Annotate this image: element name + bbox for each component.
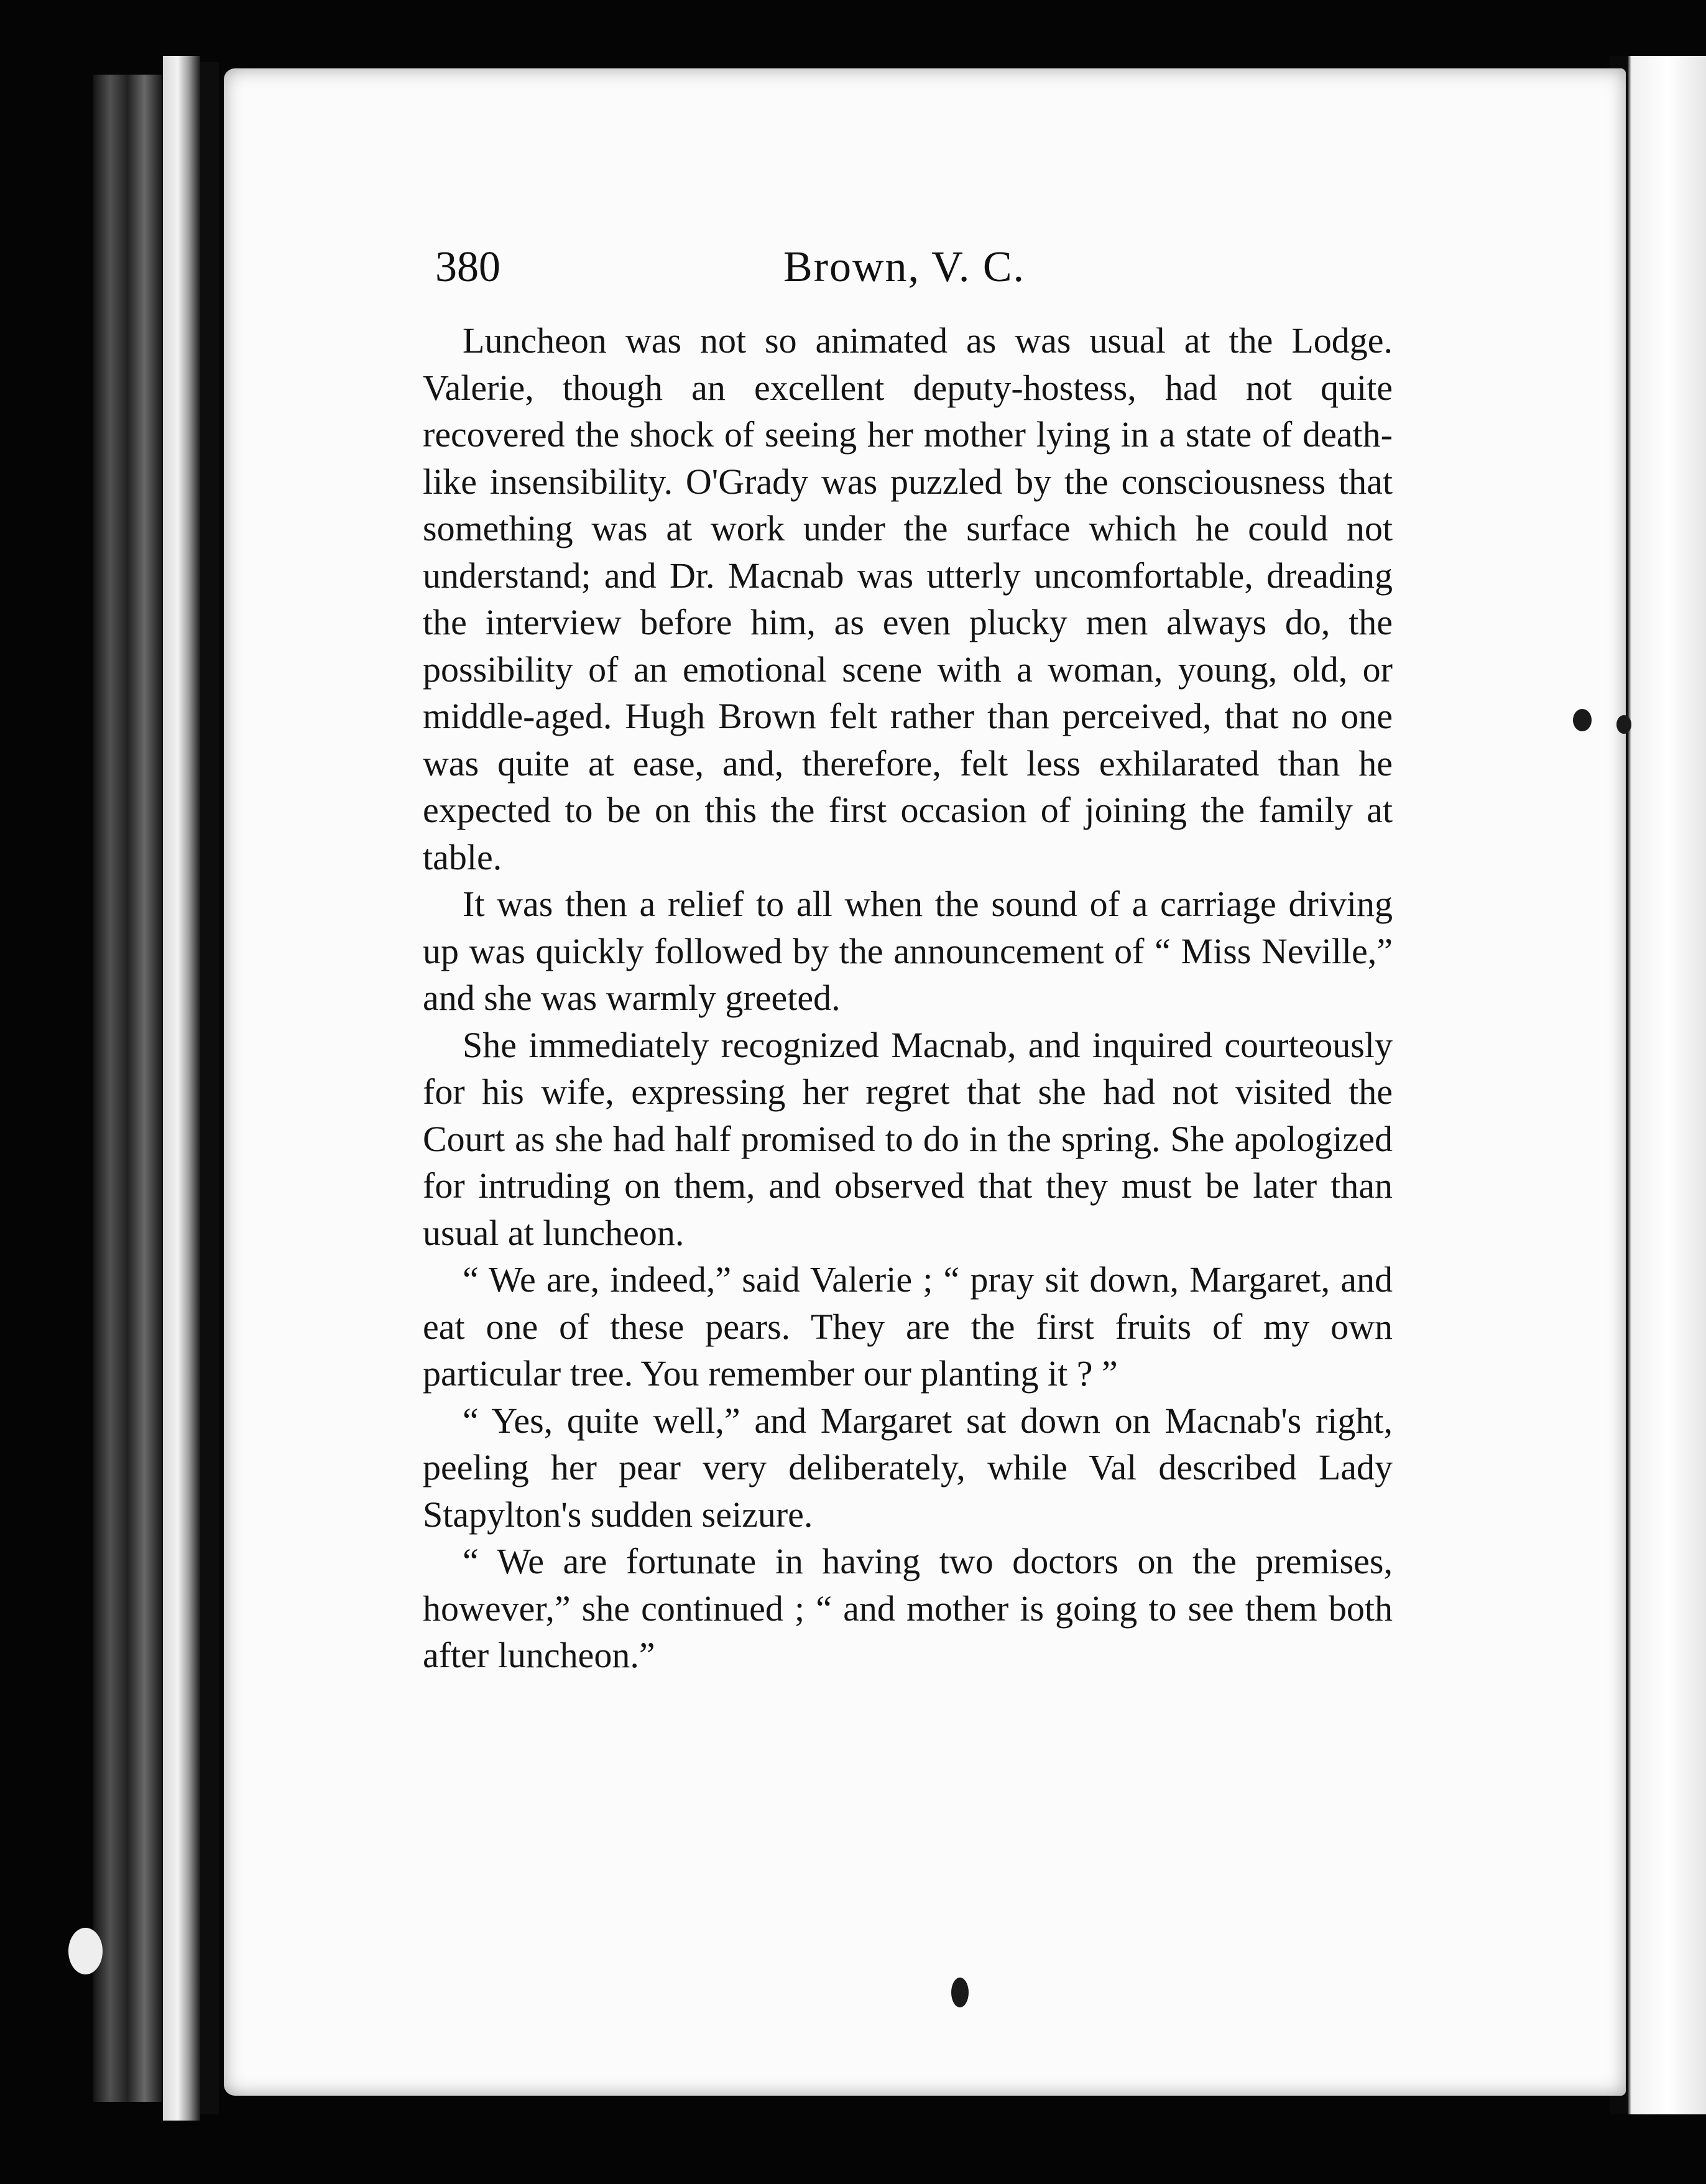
page-number: 380 xyxy=(435,243,500,291)
paragraph: “ We are, indeed,” said Valerie ; “ pray sit down, Margaret, and eat one of these pears. They are the first fruits of my own particular tree. You remember our planting it ? ” xyxy=(423,1259,1393,1394)
ink-speck xyxy=(1573,709,1592,731)
ink-speck xyxy=(1616,715,1631,734)
paper-damage-spot xyxy=(68,1928,103,1974)
ink-blot xyxy=(951,1978,969,2007)
running-header xyxy=(435,243,1405,311)
book-spine-edge xyxy=(93,75,162,2102)
paragraph: She immediately recognized Macnab, and inquired courteously for his wife, expressing her regret that she had not visited the Court as she had half promised to do in the spring. She apologized for intruding on them, and observed that they must be later than usual at luncheon. xyxy=(423,1024,1393,1253)
running-title: Brown, V. C. xyxy=(783,243,1026,291)
paragraph: “ Yes, quite well,” and Margaret sat down on Macnab's right, peeling her pear very deliberately, while Val described Lady Stapylton's sudden seizure. xyxy=(423,1400,1393,1535)
paragraph: Luncheon was not so animated as was usual at the Lodge. Valerie, though an excellent deputy-hostess, had not quite recovered the shock of seeing her mother lying in a state of death-like insensibility. O'Grady was puzzled by the consciousness that something was at work under the surface which he could not understand; and Dr. Macnab was utterly uncomfortable, dreading the interview before him, as even plucky men always do, the possibility of an emotional scene with a woman, young, old, or middle-aged. Hugh Brown felt rather than perceived, that no one was quite at ease, and, therefore, felt less exhilarated than he expected to be on this the first occasion of joining the family at table. xyxy=(423,320,1393,877)
body-text xyxy=(423,317,1393,1679)
paragraph: It was then a relief to all when the sound of a carriage driving up was quickly followed by the announcement of “ Miss Neville,” and she was warmly greeted. xyxy=(423,884,1393,1018)
page-edge-left xyxy=(163,56,200,2121)
paragraph: “ We are fortunate in having two doctors on the premises, however,” she continued ; “ and mother is going to see them both after luncheon.” xyxy=(423,1541,1393,1675)
gutter-shadow xyxy=(200,62,219,2114)
